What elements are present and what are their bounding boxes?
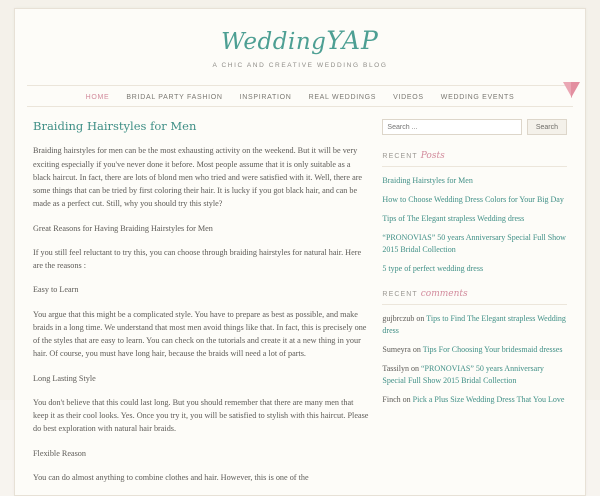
primary-navigation [27,85,573,107]
widget-recent-posts [382,151,567,275]
comment-connector: on [410,364,419,374]
search-button[interactable]: Search [527,119,567,135]
recent-posts-list [382,175,567,275]
recent-post-link[interactable]: “PRONOVIAS” 50 years Anniversary Special Full Show 2015 Bridal Collection [382,233,566,255]
widget-title-recent-posts [382,151,567,167]
list-item [382,175,567,187]
search-input[interactable] [382,119,521,135]
list-item [382,363,567,387]
comment-post-link[interactable]: Pick a Plus Size Wedding Dress That You Love [412,395,565,405]
post-paragraph: You don't believe that this could last long. But you should remember that there are many men that keep it as their cool looks. Yes. Once you try it, you will be satisfied to stylish with this haircut. Please do best exploration with natural hair braids. [33,397,369,434]
nav-list [27,86,573,108]
recent-post-link[interactable]: Tips of The Elegant strapless Wedding dress [382,214,525,224]
nav-item-videos[interactable]: VIDEOS [393,93,424,101]
post-heading: Long Lasting Style [33,373,96,383]
comment-author: gujbrczub [382,314,415,324]
search-form [382,119,567,135]
site-logo[interactable] [15,27,585,55]
list-item [382,263,567,275]
site-title-part2: YAP [326,26,379,55]
recent-post-link[interactable]: How to Choose Wedding Dress Colors for Your Big Day [382,195,564,205]
post-paragraph: If you still feel reluctant to try this, you can choose through braiding hairstyles for natural hair. Here are the reasons : [33,247,362,271]
post-paragraph: Braiding hairstyles for men can be the most exhausting activity on the weekend. But it will be very exciting especially if you've never done it before. Most people assume that it is only suitable as a black haircut. In fact, there are lots of blond men who tried and were satisfied with it. Well, there are some things that can be tried by first coloring their hair. It is lucky if you got black hair, and can be made as a perfect cut. Still, why you should try this style? [33,146,363,209]
list-item [382,213,567,225]
comment-connector: on [412,345,421,355]
post-paragraph: You can do almost anything to combine clothes and hair. However, this is one of the [33,472,309,482]
widget-title-prefix: RECENT [382,291,418,299]
main-column [33,119,382,495]
comment-author: Tassilyn [382,364,409,374]
content-area [15,107,585,495]
list-item [382,344,567,356]
widget-title-recent-comments [382,289,567,305]
site-header [15,9,585,75]
nav-item-home[interactable]: HOME [85,93,110,101]
list-item [382,394,567,406]
recent-comments-list [382,313,567,406]
sidebar [382,119,567,495]
comment-post-link[interactable]: “PRONOVIAS” 50 years Anniversary Special Full Show 2015 Bridal Collection [382,364,544,386]
page-title: Braiding Hairstyles for Men [33,119,197,134]
widget-title-accent: Posts [420,151,445,162]
comment-post-link[interactable]: Tips For Choosing Your bridesmaid dresses [422,345,563,355]
recent-post-link[interactable]: Braiding Hairstyles for Men [382,176,473,186]
nav-item-wedding-events[interactable]: WEDDING EVENTS [440,93,515,101]
post-heading: Easy to Learn [33,285,79,295]
comment-connector: on [402,395,411,405]
comment-post-link[interactable]: Tips to Find The Elegant strapless Wedding dress [382,314,566,336]
comment-author: Finch [382,395,401,405]
comment-author: Sumeyra [382,345,411,355]
nav-item-inspiration[interactable]: INSPIRATION [239,93,292,101]
list-item [382,232,567,256]
site-container [14,8,586,496]
widget-recent-comments [382,289,567,406]
site-title-part1: Wedding [221,29,327,55]
post-heading: Flexible Reason [33,448,86,458]
post-heading: Great Reasons for Having Braiding Hairstyles for Men [33,223,213,233]
nav-item-real-weddings[interactable]: REAL WEDDINGS [308,93,377,101]
comment-connector: on [416,314,425,324]
list-item [382,313,567,337]
post-paragraph: You argue that this might be a complicated style. You have to prepare as best as possible, and make braids in a long time. We understand that most men avoid things like that. In fact, this is precisely one of the styles that are easy to learn. You can check on the tutorials and create it at a new thing in your hair. Of course, you must have long hair, because the braids will need a lot of parts. [33,309,367,359]
recent-post-link[interactable]: 5 type of perfect wedding dress [382,264,484,274]
list-item [382,194,567,206]
site-tagline: A CHIC AND CREATIVE WEDDING BLOG [212,62,388,70]
widget-title-prefix: RECENT [382,153,418,161]
nav-item-bridal-party-fashion[interactable]: BRIDAL PARTY FASHION [126,93,223,101]
widget-title-accent: comments [420,289,468,300]
